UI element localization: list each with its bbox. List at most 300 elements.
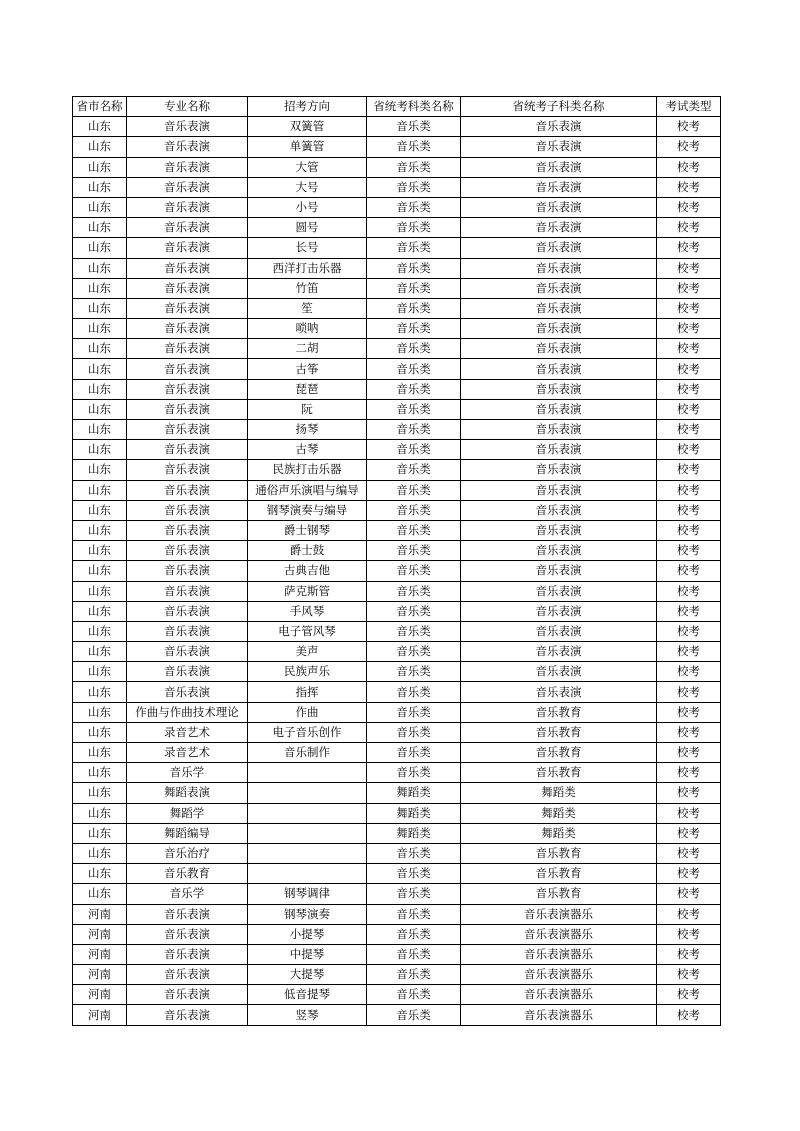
cell-exam-type: 校考: [657, 117, 721, 137]
cell-major: 音乐表演: [127, 298, 248, 318]
table-row: [73, 944, 721, 964]
cell-direction: 二胡: [248, 339, 367, 359]
cell-exam-category: 音乐类: [367, 500, 461, 520]
table-row: [73, 298, 721, 318]
cell-exam-category: 音乐类: [367, 702, 461, 722]
cell-exam-category: 音乐类: [367, 278, 461, 298]
cell-major: 音乐表演: [127, 682, 248, 702]
cell-exam-subcategory: 音乐表演器乐: [461, 904, 657, 924]
cell-major: 音乐表演: [127, 319, 248, 339]
cell-exam-type: 校考: [657, 965, 721, 985]
cell-major: 音乐表演: [127, 965, 248, 985]
cell-exam-subcategory: 音乐表演: [461, 379, 657, 399]
cell-exam-type: 校考: [657, 662, 721, 682]
cell-direction: 钢琴调律: [248, 884, 367, 904]
cell-province: 山东: [73, 177, 127, 197]
cell-exam-type: 校考: [657, 420, 721, 440]
cell-exam-category: 音乐类: [367, 258, 461, 278]
cell-exam-category: 音乐类: [367, 621, 461, 641]
cell-direction: 爵士钢琴: [248, 520, 367, 540]
cell-exam-subcategory: 音乐表演: [461, 420, 657, 440]
cell-major: 录音艺术: [127, 722, 248, 742]
cell-province: 河南: [73, 965, 127, 985]
cell-exam-subcategory: 舞蹈类: [461, 823, 657, 843]
cell-major: 音乐表演: [127, 520, 248, 540]
cell-exam-subcategory: 音乐表演: [461, 642, 657, 662]
table-row: [73, 541, 721, 561]
cell-province: 山东: [73, 541, 127, 561]
cell-exam-category: 音乐类: [367, 581, 461, 601]
cell-exam-category: 音乐类: [367, 359, 461, 379]
cell-exam-subcategory: 音乐表演: [461, 359, 657, 379]
header-exam-category: 省统考科类名称: [367, 97, 461, 117]
cell-major: 音乐学: [127, 763, 248, 783]
cell-exam-category: 音乐类: [367, 440, 461, 460]
cell-direction: 民族声乐: [248, 662, 367, 682]
cell-major: 音乐表演: [127, 581, 248, 601]
table-row: [73, 743, 721, 763]
cell-direction: 圆号: [248, 218, 367, 238]
table-row: [73, 480, 721, 500]
cell-direction: 大提琴: [248, 965, 367, 985]
cell-major: 舞蹈表演: [127, 783, 248, 803]
cell-direction: 低音提琴: [248, 985, 367, 1005]
cell-exam-category: 音乐类: [367, 985, 461, 1005]
cell-exam-category: 音乐类: [367, 137, 461, 157]
cell-exam-type: 校考: [657, 258, 721, 278]
cell-exam-category: 音乐类: [367, 520, 461, 540]
cell-province: 山东: [73, 561, 127, 581]
cell-exam-subcategory: 音乐表演: [461, 157, 657, 177]
cell-direction: 竖琴: [248, 1005, 367, 1025]
cell-major: 音乐表演: [127, 137, 248, 157]
cell-exam-type: 校考: [657, 238, 721, 258]
cell-major: 音乐表演: [127, 117, 248, 137]
cell-exam-category: 音乐类: [367, 904, 461, 924]
cell-province: 山东: [73, 601, 127, 621]
cell-province: 山东: [73, 480, 127, 500]
cell-major: 音乐表演: [127, 177, 248, 197]
cell-province: 山东: [73, 420, 127, 440]
cell-exam-subcategory: 音乐教育: [461, 843, 657, 863]
cell-province: 山东: [73, 117, 127, 137]
cell-direction: 音乐制作: [248, 743, 367, 763]
cell-province: 河南: [73, 1005, 127, 1025]
cell-exam-subcategory: 音乐表演: [461, 520, 657, 540]
cell-exam-subcategory: 音乐表演: [461, 682, 657, 702]
cell-exam-category: 舞蹈类: [367, 783, 461, 803]
cell-province: 山东: [73, 460, 127, 480]
cell-exam-subcategory: 音乐表演: [461, 218, 657, 238]
cell-exam-type: 校考: [657, 944, 721, 964]
table-row: [73, 177, 721, 197]
cell-exam-subcategory: 音乐教育: [461, 884, 657, 904]
cell-exam-category: 音乐类: [367, 541, 461, 561]
cell-exam-subcategory: 音乐表演: [461, 238, 657, 258]
cell-exam-subcategory: 音乐表演: [461, 581, 657, 601]
cell-major: 音乐表演: [127, 238, 248, 258]
cell-major: 音乐表演: [127, 399, 248, 419]
cell-major: 音乐表演: [127, 420, 248, 440]
table-row: [73, 823, 721, 843]
cell-direction: 西洋打击乐器: [248, 258, 367, 278]
cell-exam-category: 音乐类: [367, 601, 461, 621]
cell-major: 音乐表演: [127, 561, 248, 581]
table-row: [73, 763, 721, 783]
cell-exam-type: 校考: [657, 985, 721, 1005]
cell-exam-type: 校考: [657, 783, 721, 803]
cell-exam-subcategory: 音乐表演: [461, 197, 657, 217]
cell-exam-subcategory: 音乐表演器乐: [461, 965, 657, 985]
table-row: [73, 601, 721, 621]
table-row: [73, 722, 721, 742]
table-row: [73, 783, 721, 803]
header-major: 专业名称: [127, 97, 248, 117]
cell-major: 音乐表演: [127, 662, 248, 682]
cell-exam-type: 校考: [657, 157, 721, 177]
cell-province: 山东: [73, 359, 127, 379]
cell-exam-subcategory: 舞蹈类: [461, 803, 657, 823]
cell-exam-category: 音乐类: [367, 944, 461, 964]
cell-exam-type: 校考: [657, 743, 721, 763]
cell-major: 音乐表演: [127, 621, 248, 641]
cell-direction: 爵士鼓: [248, 541, 367, 561]
cell-exam-category: 音乐类: [367, 218, 461, 238]
table-row: [73, 319, 721, 339]
cell-exam-type: 校考: [657, 379, 721, 399]
table-row: [73, 965, 721, 985]
table-row: [73, 621, 721, 641]
cell-exam-category: 音乐类: [367, 319, 461, 339]
cell-province: 河南: [73, 944, 127, 964]
cell-province: 山东: [73, 379, 127, 399]
cell-exam-category: 音乐类: [367, 924, 461, 944]
cell-major: 音乐学: [127, 884, 248, 904]
cell-exam-category: 音乐类: [367, 157, 461, 177]
cell-exam-type: 校考: [657, 399, 721, 419]
cell-province: 山东: [73, 197, 127, 217]
table-row: [73, 157, 721, 177]
cell-exam-type: 校考: [657, 682, 721, 702]
cell-exam-type: 校考: [657, 1005, 721, 1025]
cell-direction: 电子音乐创作: [248, 722, 367, 742]
cell-direction: 古典吉他: [248, 561, 367, 581]
cell-exam-subcategory: 音乐教育: [461, 864, 657, 884]
cell-major: 音乐表演: [127, 278, 248, 298]
table-row: [73, 420, 721, 440]
cell-exam-type: 校考: [657, 298, 721, 318]
cell-exam-subcategory: 音乐表演: [461, 621, 657, 641]
cell-exam-type: 校考: [657, 601, 721, 621]
table-row: [73, 460, 721, 480]
cell-exam-category: 音乐类: [367, 743, 461, 763]
cell-exam-category: 音乐类: [367, 662, 461, 682]
cell-direction: 大管: [248, 157, 367, 177]
cell-direction: 小提琴: [248, 924, 367, 944]
cell-direction: [248, 823, 367, 843]
cell-exam-category: 音乐类: [367, 682, 461, 702]
cell-exam-type: 校考: [657, 702, 721, 722]
cell-major: 音乐表演: [127, 339, 248, 359]
cell-exam-subcategory: 舞蹈类: [461, 783, 657, 803]
cell-direction: 手风琴: [248, 601, 367, 621]
cell-exam-category: 音乐类: [367, 1005, 461, 1025]
table-row: [73, 500, 721, 520]
cell-major: 音乐表演: [127, 500, 248, 520]
cell-exam-category: 音乐类: [367, 763, 461, 783]
cell-direction: 钢琴演奏与编导: [248, 500, 367, 520]
cell-direction: [248, 783, 367, 803]
cell-exam-subcategory: 音乐表演: [461, 480, 657, 500]
table-row: [73, 1005, 721, 1025]
cell-exam-category: 音乐类: [367, 843, 461, 863]
cell-major: 舞蹈编导: [127, 823, 248, 843]
cell-direction: 中提琴: [248, 944, 367, 964]
table-row: [73, 137, 721, 157]
cell-exam-type: 校考: [657, 218, 721, 238]
cell-direction: 电子管风琴: [248, 621, 367, 641]
table-row: [73, 258, 721, 278]
table-body: [73, 117, 721, 1025]
cell-exam-category: 音乐类: [367, 884, 461, 904]
cell-province: 山东: [73, 621, 127, 641]
cell-direction: 琵琶: [248, 379, 367, 399]
table-row: [73, 884, 721, 904]
cell-province: 山东: [73, 399, 127, 419]
cell-major: 舞蹈学: [127, 803, 248, 823]
table-row: [73, 278, 721, 298]
cell-exam-type: 校考: [657, 904, 721, 924]
cell-exam-type: 校考: [657, 581, 721, 601]
cell-direction: 美声: [248, 642, 367, 662]
cell-exam-type: 校考: [657, 763, 721, 783]
table-row: [73, 238, 721, 258]
cell-exam-category: 音乐类: [367, 177, 461, 197]
table-row: [73, 985, 721, 1005]
cell-province: 山东: [73, 702, 127, 722]
cell-major: 录音艺术: [127, 743, 248, 763]
cell-direction: [248, 803, 367, 823]
cell-exam-subcategory: 音乐表演: [461, 137, 657, 157]
cell-exam-category: 舞蹈类: [367, 823, 461, 843]
cell-major: 音乐表演: [127, 258, 248, 278]
cell-major: 作曲与作曲技术理论: [127, 702, 248, 722]
cell-exam-category: 音乐类: [367, 379, 461, 399]
cell-exam-category: 音乐类: [367, 238, 461, 258]
cell-exam-subcategory: 音乐教育: [461, 743, 657, 763]
cell-exam-subcategory: 音乐表演: [461, 601, 657, 621]
cell-direction: 小号: [248, 197, 367, 217]
cell-province: 山东: [73, 440, 127, 460]
cell-exam-type: 校考: [657, 500, 721, 520]
cell-exam-subcategory: 音乐表演: [461, 319, 657, 339]
cell-province: 山东: [73, 520, 127, 540]
table-header-row: [73, 97, 721, 117]
table-row: [73, 440, 721, 460]
cell-exam-category: 音乐类: [367, 864, 461, 884]
table-row: [73, 399, 721, 419]
cell-exam-subcategory: 音乐表演: [461, 460, 657, 480]
table-row: [73, 339, 721, 359]
cell-direction: 古筝: [248, 359, 367, 379]
cell-province: 山东: [73, 743, 127, 763]
cell-major: 音乐表演: [127, 379, 248, 399]
cell-exam-type: 校考: [657, 177, 721, 197]
cell-province: 山东: [73, 157, 127, 177]
cell-province: 山东: [73, 581, 127, 601]
cell-direction: 通俗声乐演唱与编导: [248, 480, 367, 500]
cell-direction: 扬琴: [248, 420, 367, 440]
cell-exam-subcategory: 音乐教育: [461, 763, 657, 783]
cell-exam-category: 音乐类: [367, 399, 461, 419]
cell-exam-category: 音乐类: [367, 480, 461, 500]
cell-exam-subcategory: 音乐表演: [461, 258, 657, 278]
cell-direction: [248, 763, 367, 783]
cell-exam-type: 校考: [657, 823, 721, 843]
cell-exam-subcategory: 音乐表演器乐: [461, 944, 657, 964]
cell-province: 河南: [73, 924, 127, 944]
cell-exam-category: 音乐类: [367, 642, 461, 662]
cell-exam-subcategory: 音乐表演: [461, 117, 657, 137]
cell-exam-type: 校考: [657, 137, 721, 157]
cell-exam-subcategory: 音乐表演: [461, 541, 657, 561]
cell-major: 音乐表演: [127, 642, 248, 662]
table-row: [73, 561, 721, 581]
table-row: [73, 864, 721, 884]
cell-direction: 钢琴演奏: [248, 904, 367, 924]
cell-major: 音乐表演: [127, 480, 248, 500]
cell-exam-type: 校考: [657, 359, 721, 379]
admissions-table-container: [72, 96, 721, 1026]
cell-direction: 长号: [248, 238, 367, 258]
cell-direction: [248, 843, 367, 863]
table-row: [73, 379, 721, 399]
table-row: [73, 117, 721, 137]
cell-exam-subcategory: 音乐表演: [461, 662, 657, 682]
cell-major: 音乐教育: [127, 864, 248, 884]
cell-exam-type: 校考: [657, 803, 721, 823]
cell-exam-category: 音乐类: [367, 298, 461, 318]
cell-exam-subcategory: 音乐表演: [461, 561, 657, 581]
cell-direction: 萨克斯管: [248, 581, 367, 601]
cell-direction: 阮: [248, 399, 367, 419]
cell-province: 山东: [73, 298, 127, 318]
cell-direction: 作曲: [248, 702, 367, 722]
cell-major: 音乐治疗: [127, 843, 248, 863]
cell-province: 山东: [73, 319, 127, 339]
cell-direction: 竹笛: [248, 278, 367, 298]
cell-major: 音乐表演: [127, 359, 248, 379]
cell-major: 音乐表演: [127, 1005, 248, 1025]
cell-direction: 笙: [248, 298, 367, 318]
table-row: [73, 662, 721, 682]
cell-exam-subcategory: 音乐表演: [461, 399, 657, 419]
cell-major: 音乐表演: [127, 944, 248, 964]
cell-exam-type: 校考: [657, 864, 721, 884]
cell-direction: [248, 864, 367, 884]
cell-province: 山东: [73, 642, 127, 662]
cell-exam-category: 音乐类: [367, 197, 461, 217]
cell-exam-type: 校考: [657, 319, 721, 339]
cell-exam-subcategory: 音乐表演器乐: [461, 924, 657, 944]
cell-major: 音乐表演: [127, 440, 248, 460]
cell-exam-category: 音乐类: [367, 460, 461, 480]
cell-province: 山东: [73, 803, 127, 823]
table-row: [73, 924, 721, 944]
cell-major: 音乐表演: [127, 904, 248, 924]
cell-exam-type: 校考: [657, 722, 721, 742]
cell-direction: 唢呐: [248, 319, 367, 339]
header-exam-type: 考试类型: [657, 97, 721, 117]
cell-major: 音乐表演: [127, 218, 248, 238]
cell-exam-type: 校考: [657, 924, 721, 944]
cell-province: 山东: [73, 682, 127, 702]
cell-province: 山东: [73, 500, 127, 520]
cell-exam-type: 校考: [657, 520, 721, 540]
cell-exam-subcategory: 音乐表演器乐: [461, 1005, 657, 1025]
cell-exam-type: 校考: [657, 278, 721, 298]
cell-province: 山东: [73, 763, 127, 783]
cell-direction: 单簧管: [248, 137, 367, 157]
table-row: [73, 702, 721, 722]
cell-exam-subcategory: 音乐表演: [461, 440, 657, 460]
cell-major: 音乐表演: [127, 985, 248, 1005]
cell-province: 山东: [73, 278, 127, 298]
cell-exam-type: 校考: [657, 197, 721, 217]
cell-direction: 大号: [248, 177, 367, 197]
cell-exam-type: 校考: [657, 541, 721, 561]
cell-province: 山东: [73, 783, 127, 803]
cell-province: 河南: [73, 904, 127, 924]
cell-province: 河南: [73, 985, 127, 1005]
cell-exam-type: 校考: [657, 339, 721, 359]
cell-major: 音乐表演: [127, 157, 248, 177]
cell-exam-category: 音乐类: [367, 117, 461, 137]
cell-major: 音乐表演: [127, 601, 248, 621]
table-row: [73, 581, 721, 601]
cell-direction: 双簧管: [248, 117, 367, 137]
cell-exam-type: 校考: [657, 621, 721, 641]
cell-exam-category: 舞蹈类: [367, 803, 461, 823]
table-row: [73, 197, 721, 217]
cell-province: 山东: [73, 884, 127, 904]
cell-major: 音乐表演: [127, 541, 248, 561]
cell-direction: 指挥: [248, 682, 367, 702]
cell-exam-subcategory: 音乐表演: [461, 278, 657, 298]
cell-exam-subcategory: 音乐教育: [461, 702, 657, 722]
cell-province: 山东: [73, 238, 127, 258]
cell-province: 山东: [73, 218, 127, 238]
cell-province: 山东: [73, 258, 127, 278]
cell-exam-type: 校考: [657, 561, 721, 581]
cell-exam-type: 校考: [657, 884, 721, 904]
table-row: [73, 682, 721, 702]
cell-province: 山东: [73, 662, 127, 682]
header-direction: 招考方向: [248, 97, 367, 117]
cell-direction: 古琴: [248, 440, 367, 460]
cell-direction: 民族打击乐器: [248, 460, 367, 480]
table-row: [73, 359, 721, 379]
cell-exam-subcategory: 音乐表演: [461, 177, 657, 197]
cell-exam-type: 校考: [657, 843, 721, 863]
admissions-table: [72, 96, 721, 1026]
table-row: [73, 843, 721, 863]
cell-exam-type: 校考: [657, 480, 721, 500]
cell-province: 山东: [73, 722, 127, 742]
cell-exam-type: 校考: [657, 460, 721, 480]
table-row: [73, 218, 721, 238]
cell-exam-category: 音乐类: [367, 965, 461, 985]
